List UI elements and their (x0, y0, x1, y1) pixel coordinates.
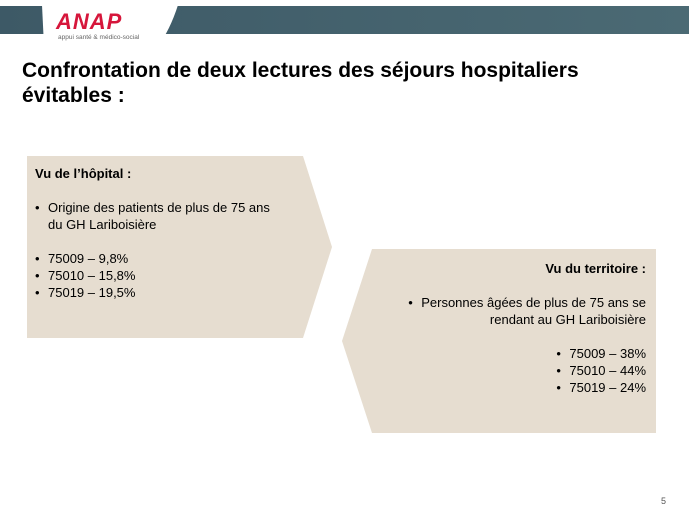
logo-wordmark: ANAP (56, 9, 123, 34)
slide-title-line-2: évitables : (22, 84, 125, 107)
hospital-view-heading: Vu de l’hôpital : (35, 166, 132, 181)
slide-title (22, 58, 672, 108)
territory-intro-line-1: • Personnes âgées de plus de 75 ans se (421, 295, 646, 310)
list-item: • 75010 – 44% (556, 362, 646, 379)
list-item: • 75010 – 15,8% (35, 267, 320, 284)
header-bar (0, 0, 689, 52)
territory-intro-item (408, 294, 646, 328)
list-item: • 75019 – 24% (556, 379, 646, 396)
territory-share-list (556, 345, 646, 396)
hospital-intro-item (35, 199, 320, 233)
logo-subtitle: appui santé & médico-social (58, 34, 140, 41)
anap-logo (52, 9, 162, 45)
territory-intro-list (408, 294, 646, 328)
list-item: • 75019 – 19,5% (35, 284, 320, 301)
territory-view-heading: Vu du territoire : (545, 261, 646, 276)
hospital-intro-list (35, 199, 320, 233)
hospital-view-panel (27, 156, 332, 338)
hospital-intro-line-2: du GH Lariboisière (48, 217, 157, 232)
page-number: 5 (661, 496, 667, 506)
list-item: • 75009 – 38% (556, 345, 646, 362)
territory-view-panel (342, 249, 656, 433)
hospital-origin-list (35, 250, 320, 301)
territory-intro-line-2: rendant au GH Lariboisière (489, 312, 646, 327)
hospital-view-content (35, 165, 320, 301)
territory-view-content (366, 260, 646, 396)
slide-title-line-1: Confrontation de deux lectures des séjours hospitaliers (22, 59, 579, 82)
list-item: • 75009 – 9,8% (35, 250, 320, 267)
hospital-intro-line-1: • Origine des patients de plus de 75 ans (48, 200, 270, 215)
